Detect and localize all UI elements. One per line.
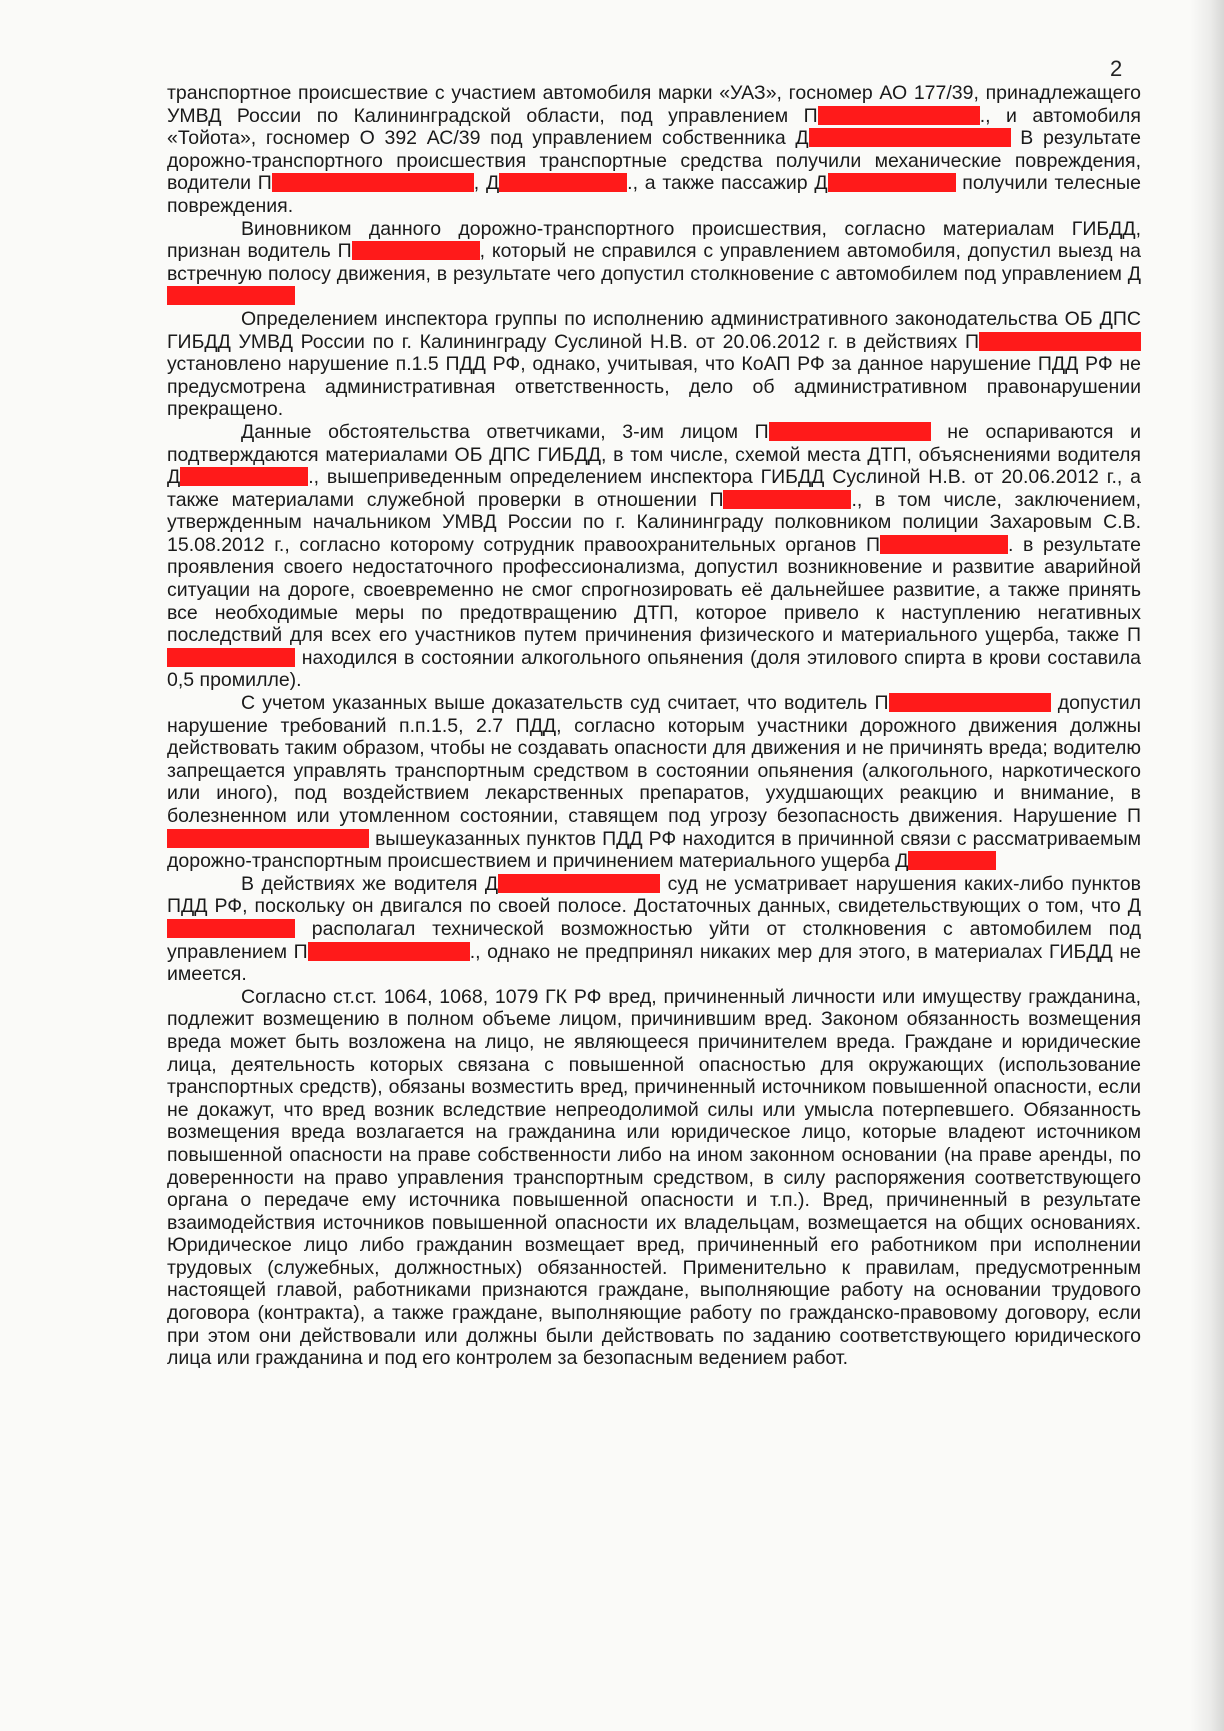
paragraph [167,873,1141,986]
text-segment: суд не усматривает нарушения каких-либо пунктов ПДД РФ, поскольку он двигался по своей полосе. Достаточных данных, свидетельствующих о том, что Д [167,872,1141,918]
text-segment: транспортное происшествие с участием автомобиля марки «УАЗ», госномер АО 177/39, принадлежащего УМВД России по Калининградской области, под управлением П [167,82,1141,127]
redaction-bar [769,422,931,441]
redaction-bar [908,851,996,870]
redaction-bar [167,648,295,667]
redaction-bar [979,332,1141,351]
text-segment: ., и автомобиля «Тойота», госномер О 392 АС/39 под управлением собственника Д [167,104,1141,150]
redaction-bar [809,128,1011,147]
text-segment: Виновником данного дорожно-транспортного происшествия, согласно материалам ГИБДД, признан водитель П [167,217,1141,263]
text-segment: В действиях же водителя Д [241,872,499,895]
paragraph [167,692,1141,873]
redaction-bar [272,173,474,192]
text-segment: получили телесные повреждения. [167,172,1141,217]
text-segment: ., вышеприведенным определением инспектора ГИБДД Суслиной Н.В. от 20.06.2012 г., а также материалами служебной проверки в отношении П [167,466,1141,511]
text-segment: вышеуказанных пунктов ПДД РФ находится в причинной связи с рассматриваемым дорожно-транспортным происшествием и причинением материального ущерба Д [167,827,1141,873]
scan-edge-shadow [1190,0,1224,1731]
text-segment: допустил нарушение требований п.п.1.5, 2.7 ПДД, согласно которым участники дорожного движения должны действовать таким образом, чтобы не создавать опасности для движения и не причинять вреда; водителю запрещается управлять транспортным средством в состоянии опьянения (алкогольного, наркотического или иного), под воздействием лекарственных препаратов, ухудшающих реакцию и внимание, в болезненном или утомленном состоянии, ставящем под угрозу безопасность движения. Нарушение П [167,692,1141,827]
redaction-bar [498,874,660,893]
text-segment: , который не справился с управлением автомобиля, допустил выезд на встречную полосу движения, в результате чего допустил столкновение с автомобилем под управлением Д [167,240,1141,285]
text-segment: ., а также пассажир Д [627,172,828,195]
paragraph [167,218,1141,308]
redaction-bar [180,467,308,486]
redaction-bar [880,535,1008,554]
redaction-bar [828,173,956,192]
document-body [167,82,1141,1370]
text-segment: располагал технической возможностью уйти от столкновения с автомобилем под управлением П [167,917,1141,963]
redaction-bar [308,942,470,961]
text-segment: . в результате проявления своего недостаточного профессионализма, допустил возникновение и развитие аварийной ситуации на дороге, своевременно не смог спрогнозировать её дальнейшее развитие, а также принять все необходимые меры по предотвращению ДТП, которое привело к наступлению негативных последствий для всех его участников путем причинения физического и материального ущерба, также П [167,533,1141,647]
paragraph [167,986,1141,1370]
text-segment: находился в состоянии алкогольного опьянения (доля этилового спирта в крови составила 0,5 промилле). [167,646,1141,692]
paragraph [167,421,1141,692]
redaction-bar [167,919,295,938]
text-segment: ., в том числе, заключением, утвержденным начальником УМВД России по г. Калининграду полковником полиции Захаровым С.В. 15.08.2012 г., согласно которому сотрудник правоохранительных органов П [167,488,1141,556]
paragraph [167,308,1141,421]
redaction-bar [167,286,295,305]
redaction-bar [352,241,480,260]
redaction-bar [723,490,851,509]
redaction-bar [167,829,369,848]
redaction-bar [818,106,980,125]
text-segment: Согласно ст.ст. 1064, 1068, 1079 ГК РФ вред, причиненный личности или имуществу гражданина, подлежит возмещению в полном объеме лицом, причинившим вред. Законом обязанность возмещения вреда может быть возложена на лицо, не являющееся причинителем вреда. Граждане и юридические лица, деятельность которых связана с повышенной опасностью для окружающих (использование транспортных средств), обязаны возместить вред, причиненный источником повышенной опасности, если не докажут, что вред возник вследствие непреодолимой силы или умысла потерпевшего. Обязанность возмещения вреда возлагается на гражданина или юридическое лицо, которые владеют источником повышенной опасности на праве собственности либо на ином законном основании (на праве аренды, по доверенности на право управления транспортным средством, в силу распоряжения соответствующего органа о передаче ему источника повышенной опасности и т.п.). Вред, причиненный в результате взаимодействия источников повышенной опасности их владельцам, возмещается на общих основаниях. Юридическое лицо либо гражданин возмещает вред, причиненный его работником при исполнении трудовых (служебных, должностных) обязанностей. Применительно к правилам, предусмотренным настоящей главой, работниками признаются граждане, выполняющие работу на основании трудового договора (контракта), а также граждане, выполняющие работу по гражданско-правовому договору, если при этом они действовали или должны были действовать по заданию соответствующего юридического лица или гражданина и под его контролем за безопасным ведением работ. [167,985,1141,1370]
text-segment: С учетом указанных выше доказательств суд считает, что водитель П [241,692,889,715]
redaction-bar [889,693,1051,712]
text-segment: Данные обстоятельства ответчиками, 3-им лицом П [241,420,769,443]
page-number: 2 [1110,56,1123,81]
text-segment: ., однако не предпринял никаких мер для этого, в материалах ГИБДД не имеется. [167,940,1141,986]
text-segment: не оспариваются и подтверждаются материалами ОБ ДПС ГИБДД, в том числе, схемой места ДТП, объяснениями водителя Д [167,420,1141,489]
text-segment: В результате дорожно-транспортного происшествия транспортные средства получили механические повреждения, водители П [167,127,1141,195]
text-segment: установлено нарушение п.1.5 ПДД РФ, однако, учитывая, что КоАП РФ за данное нарушение ПДД РФ не предусмотрена административная ответственность, дело об административном правонарушении прекращено. [167,353,1141,421]
redaction-bar [499,173,627,192]
text-segment: Определением инспектора группы по исполнению административного законодательства ОБ ДПС ГИБДД УМВД России по г. Калининграду Суслиной Н.В. от 20.06.2012 г. в действиях П [167,307,1141,353]
paragraph [167,82,1141,218]
text-segment: , Д [473,172,500,195]
